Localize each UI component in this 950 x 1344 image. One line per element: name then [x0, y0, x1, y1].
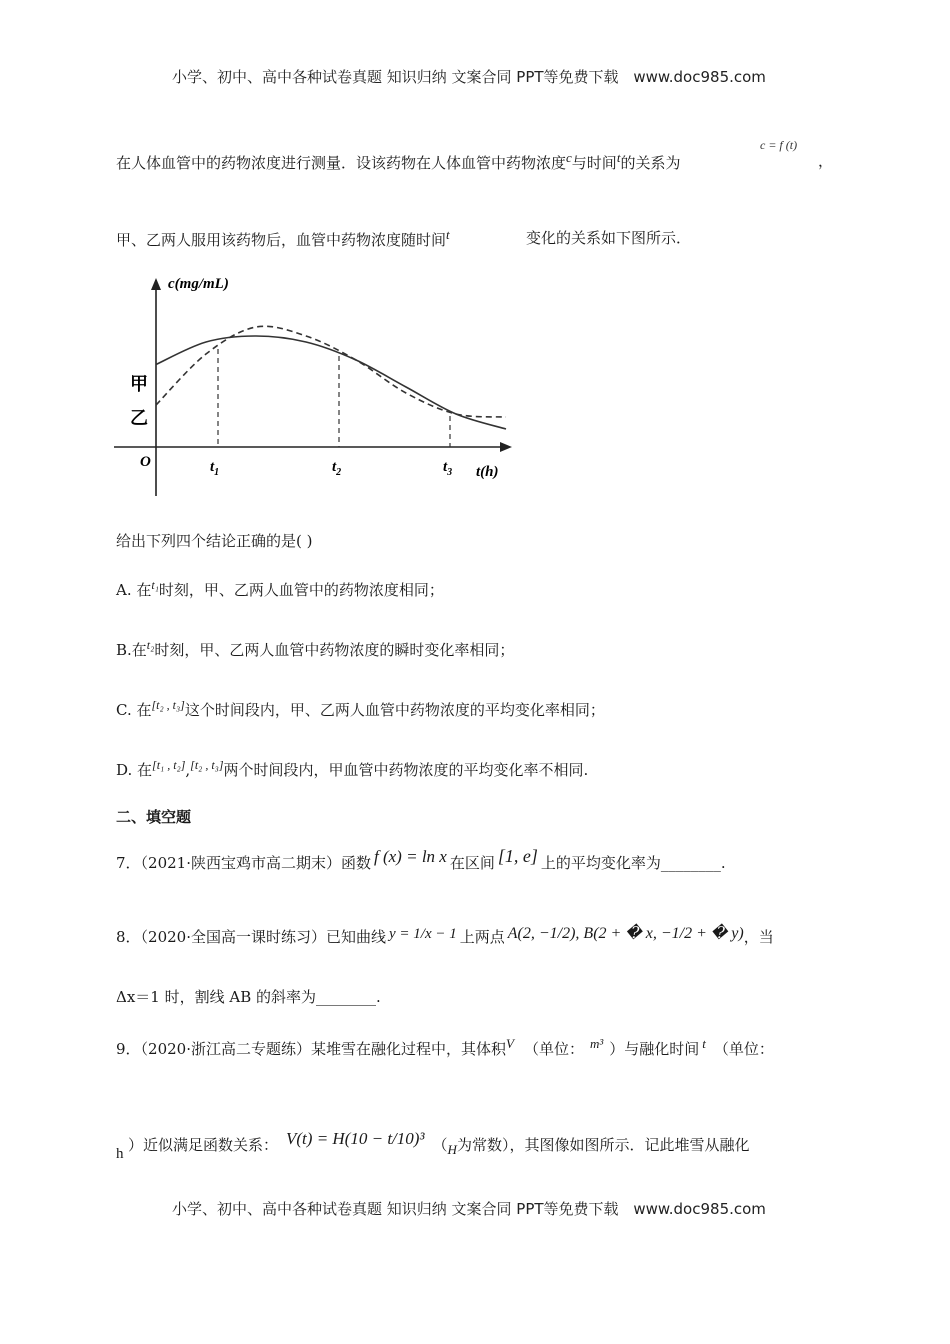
q8-source: （2020·全国高一课时练习）已知曲线 [140, 928, 386, 946]
q9-paren: （ [432, 1136, 448, 1154]
option-d [116, 758, 588, 780]
x-axis-arrow [500, 442, 512, 452]
q8-curve: y = 1/x − 1 [389, 926, 457, 942]
x-axis-label: t(h) [476, 464, 499, 480]
intro-text: 甲、乙两人服用该药物后，血管中药物浓度随时间 [116, 231, 447, 249]
series-line-yi [156, 326, 506, 417]
tick-t2: $t_2$ [332, 459, 342, 478]
question-9 [116, 1036, 774, 1059]
q7-blank: 上的平均变化率为________. [540, 854, 726, 872]
q9-unit-label-2: （单位： [713, 1040, 774, 1058]
tick-t1: $t_1$ [210, 459, 220, 478]
question-9-line-2-b [128, 1129, 750, 1158]
series-label-jia: 甲 [130, 374, 148, 394]
q9-text-3: 为常数），其图像如图所示．记此堆雪从融化 [456, 1136, 750, 1154]
q8-text-end: ，当 [743, 928, 774, 946]
q9-unit-label: （单位： [523, 1040, 584, 1058]
question-9-line-2 [116, 1144, 124, 1163]
q7-interval: [1, e] [497, 846, 538, 866]
intro-line-1 [116, 150, 680, 173]
tick-t3: $t_3$ [443, 459, 453, 478]
option-b-text: 时刻，甲、乙两人血管中药物浓度的瞬时变化率相同； [154, 641, 515, 659]
option-a-math: t₁ [151, 578, 159, 592]
option-c-text: 这个时间段内，甲、乙两人血管中药物浓度的平均变化率相同； [184, 701, 605, 719]
option-a-label: A. 在 [116, 581, 152, 599]
q7-function: f (x) = ln x [374, 847, 447, 866]
q9-var-h: H [447, 1142, 457, 1157]
intro-text: 与时间 [571, 154, 617, 172]
option-d-math-2: [t₂ , t₃] [190, 758, 224, 772]
option-d-text: 两个时间段内，甲血管中药物浓度的平均变化率不相同. [223, 761, 589, 779]
q8-text: 上两点 [459, 928, 505, 946]
comma: ， [818, 152, 834, 170]
q9-number: 9． [116, 1040, 141, 1058]
header-text: 小学、初中、高中各种试卷真题 知识归纳 文案合同 PPT等免费下载 [172, 68, 619, 86]
section-title: 二、填空题 [116, 808, 192, 826]
q7-source: （2021·陕西宝鸡市高二期末）函数 [140, 854, 371, 872]
q9-unit-h: h [116, 1146, 124, 1162]
option-b-label: B.在 [116, 641, 147, 659]
option-d-sep: , [185, 761, 191, 779]
origin-label: O [140, 454, 151, 470]
series-line-jia [156, 336, 506, 429]
q9-formula: V(t) = H(10 − t/10)³ [286, 1129, 425, 1148]
var-t: t [616, 150, 621, 165]
question-8 [116, 926, 774, 947]
header-url: www.doc985.com [633, 68, 766, 86]
q9-text: ）与融化时间 [609, 1040, 700, 1058]
page-footer [172, 1198, 766, 1219]
q9-unit-m3: m³ [589, 1036, 604, 1051]
q9-var-t: t [702, 1036, 706, 1051]
option-a [116, 578, 444, 600]
concentration-chart [110, 270, 520, 502]
q9-source: （2020·浙江高二专题练）某堆雪在融化过程中，其体积 [140, 1040, 506, 1058]
option-d-math-1: [t₁ , t₂] [152, 758, 186, 772]
q8-point-b: , B(2 + � x, −1/2 + � y) [575, 925, 744, 942]
q9-var-v: V [506, 1036, 514, 1051]
intro-line-2 [116, 227, 450, 250]
q7-text: 在区间 [449, 854, 495, 872]
intro-text: 在人体血管中的药物浓度进行测量．设该药物在人体血管中药物浓度 [116, 154, 567, 172]
q7-number: 7． [116, 854, 141, 872]
q9-text-2: ）近似满足函数关系： [128, 1136, 279, 1154]
question-prompt: 给出下列四个结论正确的是( ) [116, 532, 313, 550]
var-c: c [566, 150, 572, 165]
q8-point-a: A(2, −1/2) [507, 925, 576, 942]
option-b [116, 638, 514, 660]
y-axis-arrow [151, 278, 161, 290]
option-b-math: t₂ [146, 638, 155, 652]
y-axis-label: c(mg/mL) [168, 276, 229, 292]
option-a-text: 时刻，甲、乙两人血管中的药物浓度相同； [158, 581, 444, 599]
intro-line-2-end: 变化的关系如下图所示． [526, 229, 692, 247]
option-c-math: [t₂ , t₃] [151, 698, 185, 712]
question-7 [116, 846, 726, 873]
func-c-equals-f-t: c = f (t) [760, 138, 798, 152]
question-8-line-2: Δx＝1 时，割线 AB 的斜率为________. [116, 988, 381, 1006]
footer-url: www.doc985.com [633, 1200, 766, 1218]
series-label-yi: 乙 [130, 408, 148, 428]
footer-text: 小学、初中、高中各种试卷真题 知识归纳 文案合同 PPT等免费下载 [172, 1200, 619, 1218]
option-d-label: D. 在 [116, 761, 153, 779]
page-header [172, 66, 766, 87]
q8-number: 8． [116, 928, 141, 946]
option-c [116, 698, 605, 720]
option-c-label: C. 在 [116, 701, 152, 719]
var-t: t [446, 227, 450, 242]
intro-text: 的关系为 [620, 154, 681, 172]
